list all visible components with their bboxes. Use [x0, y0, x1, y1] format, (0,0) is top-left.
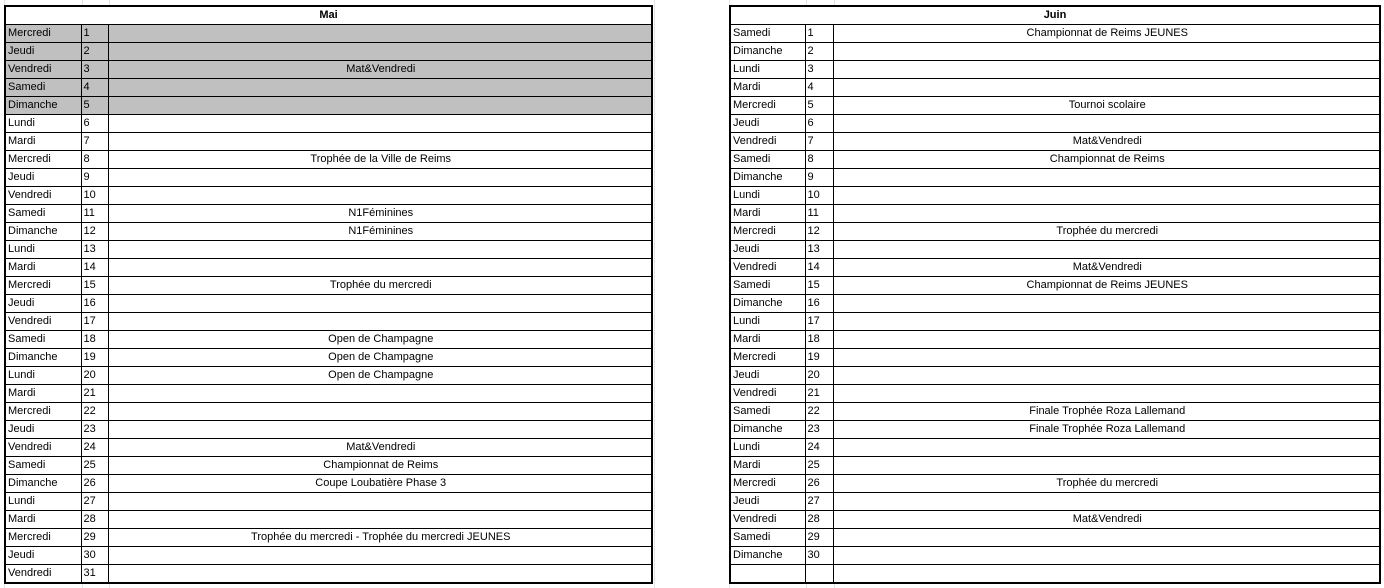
- calendar-row: [730, 367, 1380, 385]
- event-cell[interactable]: Open de Champagne: [108, 367, 652, 385]
- day-cell[interactable]: Mardi: [5, 259, 81, 277]
- calendar-row: [5, 241, 652, 259]
- event-cell[interactable]: Open de Champagne: [108, 331, 652, 349]
- day-cell[interactable]: Jeudi: [730, 493, 805, 511]
- day-cell[interactable]: Dimanche: [5, 349, 81, 367]
- event-cell[interactable]: [833, 187, 1380, 205]
- day-cell[interactable]: Mardi: [730, 79, 805, 97]
- date-number-cell[interactable]: 26: [81, 475, 108, 493]
- calendar-row: [730, 205, 1380, 223]
- date-number-cell[interactable]: 18: [805, 331, 833, 349]
- day-cell[interactable]: Dimanche: [5, 223, 81, 241]
- calendar-row: [5, 457, 652, 475]
- day-cell[interactable]: Mardi: [730, 205, 805, 223]
- date-number-cell[interactable]: 4: [81, 79, 108, 97]
- date-number-cell[interactable]: 5: [805, 97, 833, 115]
- event-cell[interactable]: Trophée du mercredi: [833, 223, 1380, 241]
- calendar-row: [5, 331, 652, 349]
- date-number-cell[interactable]: 14: [81, 259, 108, 277]
- date-number-cell[interactable]: 26: [805, 475, 833, 493]
- date-number-cell[interactable]: 10: [81, 187, 108, 205]
- date-number-cell[interactable]: 5: [81, 97, 108, 115]
- day-cell[interactable]: Jeudi: [730, 115, 805, 133]
- day-cell[interactable]: Mardi: [5, 133, 81, 151]
- day-cell[interactable]: Mercredi: [5, 277, 81, 295]
- date-number-cell[interactable]: 27: [805, 493, 833, 511]
- calendar-row: [5, 187, 652, 205]
- date-number-cell[interactable]: 13: [805, 241, 833, 259]
- event-cell[interactable]: [108, 25, 652, 43]
- day-cell[interactable]: Jeudi: [5, 169, 81, 187]
- calendar-row: [5, 511, 652, 529]
- day-cell[interactable]: Vendredi: [730, 259, 805, 277]
- calendar-row: [5, 493, 652, 511]
- date-number-cell[interactable]: 16: [81, 295, 108, 313]
- calendar-row: [730, 421, 1380, 439]
- date-number-cell[interactable]: 2: [805, 43, 833, 61]
- calendar-row: [5, 151, 652, 169]
- day-cell[interactable]: Vendredi: [5, 313, 81, 331]
- date-number-cell[interactable]: 17: [81, 313, 108, 331]
- event-cell[interactable]: Finale Trophée Roza Lallemand: [833, 421, 1380, 439]
- day-cell[interactable]: Mercredi: [5, 403, 81, 421]
- event-cell[interactable]: [833, 367, 1380, 385]
- calendar-row: [5, 421, 652, 439]
- calendar-row: [5, 475, 652, 493]
- calendar-row: [5, 529, 652, 547]
- day-cell[interactable]: Mercredi: [730, 349, 805, 367]
- date-number-cell[interactable]: 12: [81, 223, 108, 241]
- event-cell[interactable]: [108, 511, 652, 529]
- event-cell[interactable]: [833, 565, 1380, 584]
- calendar-row: [730, 295, 1380, 313]
- event-cell[interactable]: Trophée du mercredi: [833, 475, 1380, 493]
- date-number-cell[interactable]: 1: [805, 25, 833, 43]
- calendar-row: [5, 547, 652, 565]
- event-cell[interactable]: [833, 79, 1380, 97]
- calendar-row: [730, 403, 1380, 421]
- calendar-row: [730, 169, 1380, 187]
- date-number-cell[interactable]: 27: [81, 493, 108, 511]
- calendar-row: [5, 43, 652, 61]
- event-cell[interactable]: Trophée de la Ville de Reims: [108, 151, 652, 169]
- event-cell[interactable]: N1Féminines: [108, 223, 652, 241]
- event-cell[interactable]: Championnat de Reims JEUNES: [833, 277, 1380, 295]
- event-cell[interactable]: [833, 349, 1380, 367]
- calendar-row: [730, 97, 1380, 115]
- event-cell[interactable]: [833, 205, 1380, 223]
- day-cell[interactable]: Dimanche: [730, 43, 805, 61]
- date-number-cell[interactable]: 25: [805, 457, 833, 475]
- event-cell[interactable]: [108, 133, 652, 151]
- event-cell[interactable]: [108, 79, 652, 97]
- day-cell[interactable]: Samedi: [730, 277, 805, 295]
- calendar-row: [5, 385, 652, 403]
- calendar-row: [5, 367, 652, 385]
- calendar-row: [5, 439, 652, 457]
- event-cell[interactable]: Trophée du mercredi - Trophée du mercredi JEUNES: [108, 529, 652, 547]
- event-cell[interactable]: [108, 403, 652, 421]
- day-cell[interactable]: Dimanche: [730, 547, 805, 565]
- date-number-cell[interactable]: 23: [805, 421, 833, 439]
- day-cell[interactable]: Lundi: [5, 241, 81, 259]
- date-number-cell[interactable]: 7: [805, 133, 833, 151]
- calendar-row: [730, 241, 1380, 259]
- event-cell[interactable]: Championnat de Reims: [833, 151, 1380, 169]
- date-number-cell[interactable]: 13: [81, 241, 108, 259]
- day-cell[interactable]: Mardi: [730, 457, 805, 475]
- date-number-cell[interactable]: 2: [81, 43, 108, 61]
- day-cell[interactable]: Lundi: [5, 493, 81, 511]
- calendar-row: [730, 187, 1380, 205]
- date-number-cell[interactable]: 9: [81, 169, 108, 187]
- day-cell[interactable]: Samedi: [5, 79, 81, 97]
- date-number-cell[interactable]: 22: [805, 403, 833, 421]
- day-cell[interactable]: Vendredi: [730, 385, 805, 403]
- day-cell[interactable]: [730, 565, 805, 584]
- calendar-row: [730, 79, 1380, 97]
- event-cell[interactable]: [108, 313, 652, 331]
- date-number-cell[interactable]: 3: [805, 61, 833, 79]
- day-cell[interactable]: Vendredi: [730, 133, 805, 151]
- event-cell[interactable]: [108, 385, 652, 403]
- calendar-row: [730, 565, 1380, 584]
- event-cell[interactable]: [108, 115, 652, 133]
- event-cell[interactable]: Mat&Vendredi: [833, 259, 1380, 277]
- day-cell[interactable]: Lundi: [730, 313, 805, 331]
- june-calendar-table: [729, 5, 1381, 584]
- calendar-row: [730, 133, 1380, 151]
- date-number-cell[interactable]: 20: [81, 367, 108, 385]
- event-cell[interactable]: [833, 61, 1380, 79]
- event-cell[interactable]: Open de Champagne: [108, 349, 652, 367]
- calendar-row: [5, 295, 652, 313]
- calendar-row: [730, 259, 1380, 277]
- event-cell[interactable]: [108, 241, 652, 259]
- day-cell[interactable]: Dimanche: [5, 97, 81, 115]
- date-number-cell[interactable]: 1: [81, 25, 108, 43]
- day-cell[interactable]: Samedi: [5, 457, 81, 475]
- calendar-row: [5, 349, 652, 367]
- day-cell[interactable]: Dimanche: [5, 475, 81, 493]
- event-cell[interactable]: Mat&Vendredi: [108, 439, 652, 457]
- day-cell[interactable]: Mercredi: [5, 25, 81, 43]
- event-cell[interactable]: [108, 493, 652, 511]
- event-cell[interactable]: [833, 169, 1380, 187]
- event-cell[interactable]: [108, 259, 652, 277]
- date-number-cell[interactable]: 22: [81, 403, 108, 421]
- calendar-row: [5, 61, 652, 79]
- calendar-row: [5, 403, 652, 421]
- day-cell[interactable]: Mardi: [5, 511, 81, 529]
- calendar-row: [5, 97, 652, 115]
- event-cell[interactable]: [108, 295, 652, 313]
- date-number-cell[interactable]: 18: [81, 331, 108, 349]
- event-cell[interactable]: Mat&Vendredi: [108, 61, 652, 79]
- calendar-row: [5, 205, 652, 223]
- date-number-cell[interactable]: 31: [81, 565, 108, 584]
- calendar-row: [730, 223, 1380, 241]
- day-cell[interactable]: Samedi: [5, 205, 81, 223]
- calendar-row: [730, 529, 1380, 547]
- event-cell[interactable]: [833, 457, 1380, 475]
- event-cell[interactable]: Mat&Vendredi: [833, 133, 1380, 151]
- event-cell[interactable]: [833, 385, 1380, 403]
- date-number-cell[interactable]: 11: [81, 205, 108, 223]
- event-cell[interactable]: [833, 115, 1380, 133]
- date-number-cell[interactable]: 29: [81, 529, 108, 547]
- event-cell[interactable]: [108, 547, 652, 565]
- calendar-row: [730, 475, 1380, 493]
- date-number-cell[interactable]: 24: [81, 439, 108, 457]
- day-cell[interactable]: Lundi: [730, 61, 805, 79]
- date-number-cell[interactable]: 8: [805, 151, 833, 169]
- calendar-row: [730, 43, 1380, 61]
- date-number-cell[interactable]: 30: [81, 547, 108, 565]
- day-cell[interactable]: Mardi: [5, 385, 81, 403]
- event-cell[interactable]: [108, 169, 652, 187]
- day-cell[interactable]: Vendredi: [5, 439, 81, 457]
- day-cell[interactable]: Mercredi: [5, 151, 81, 169]
- date-number-cell[interactable]: 12: [805, 223, 833, 241]
- day-cell[interactable]: Samedi: [730, 403, 805, 421]
- event-cell[interactable]: [108, 97, 652, 115]
- event-cell[interactable]: [833, 493, 1380, 511]
- day-cell[interactable]: Mercredi: [730, 223, 805, 241]
- calendar-row: [5, 25, 652, 43]
- event-cell[interactable]: [108, 565, 652, 584]
- event-cell[interactable]: Finale Trophée Roza Lallemand: [833, 403, 1380, 421]
- calendar-row: [5, 259, 652, 277]
- event-cell[interactable]: [833, 313, 1380, 331]
- day-cell[interactable]: Jeudi: [5, 43, 81, 61]
- day-cell[interactable]: Lundi: [730, 439, 805, 457]
- day-cell[interactable]: Lundi: [5, 367, 81, 385]
- calendar-row: [730, 331, 1380, 349]
- date-number-cell[interactable]: 7: [81, 133, 108, 151]
- day-cell[interactable]: Dimanche: [730, 421, 805, 439]
- calendar-row: [5, 79, 652, 97]
- day-cell[interactable]: Vendredi: [730, 511, 805, 529]
- date-number-cell[interactable]: 28: [81, 511, 108, 529]
- may-month-header[interactable]: Mai: [5, 6, 652, 25]
- date-number-cell[interactable]: 4: [805, 79, 833, 97]
- day-cell[interactable]: Lundi: [730, 187, 805, 205]
- calendar-row: [5, 313, 652, 331]
- date-number-cell[interactable]: 6: [81, 115, 108, 133]
- day-cell[interactable]: Jeudi: [5, 547, 81, 565]
- day-cell[interactable]: Jeudi: [5, 295, 81, 313]
- calendar-row: [5, 115, 652, 133]
- event-cell[interactable]: [833, 331, 1380, 349]
- day-cell[interactable]: Jeudi: [730, 367, 805, 385]
- event-cell[interactable]: [833, 439, 1380, 457]
- calendar-row: [730, 61, 1380, 79]
- calendar-row: [730, 313, 1380, 331]
- day-cell[interactable]: Vendredi: [5, 61, 81, 79]
- event-cell[interactable]: [833, 529, 1380, 547]
- event-cell[interactable]: Championnat de Reims JEUNES: [833, 25, 1380, 43]
- day-cell[interactable]: Samedi: [730, 529, 805, 547]
- event-cell[interactable]: [833, 547, 1380, 565]
- date-number-cell[interactable]: 21: [81, 385, 108, 403]
- calendar-row: [730, 25, 1380, 43]
- calendar-row: [730, 457, 1380, 475]
- date-number-cell[interactable]: 21: [805, 385, 833, 403]
- day-cell[interactable]: Vendredi: [5, 187, 81, 205]
- date-number-cell[interactable]: 17: [805, 313, 833, 331]
- date-number-cell[interactable]: 10: [805, 187, 833, 205]
- may-calendar-table: [4, 5, 653, 584]
- event-cell[interactable]: [108, 187, 652, 205]
- date-number-cell[interactable]: 14: [805, 259, 833, 277]
- date-number-cell[interactable]: 9: [805, 169, 833, 187]
- event-cell[interactable]: [108, 43, 652, 61]
- sheet-gridline: [654, 0, 655, 588]
- day-cell[interactable]: Mercredi: [730, 475, 805, 493]
- day-cell[interactable]: Dimanche: [730, 169, 805, 187]
- event-cell[interactable]: [833, 295, 1380, 313]
- calendar-row: [5, 133, 652, 151]
- event-cell[interactable]: N1Féminines: [108, 205, 652, 223]
- calendar-row: [730, 385, 1380, 403]
- event-cell[interactable]: Coupe Loubatière Phase 3: [108, 475, 652, 493]
- date-number-cell[interactable]: 11: [805, 205, 833, 223]
- calendar-row: [730, 277, 1380, 295]
- event-cell[interactable]: Tournoi scolaire: [833, 97, 1380, 115]
- calendar-row: [730, 115, 1380, 133]
- event-cell[interactable]: Championnat de Reims: [108, 457, 652, 475]
- june-month-header[interactable]: Juin: [730, 6, 1380, 25]
- date-number-cell[interactable]: 19: [81, 349, 108, 367]
- date-number-cell[interactable]: 30: [805, 547, 833, 565]
- event-cell[interactable]: Mat&Vendredi: [833, 511, 1380, 529]
- day-cell[interactable]: Vendredi: [5, 565, 81, 584]
- calendar-row: [730, 439, 1380, 457]
- day-cell[interactable]: Samedi: [5, 331, 81, 349]
- calendar-row: [730, 151, 1380, 169]
- date-number-cell[interactable]: 15: [81, 277, 108, 295]
- date-number-cell[interactable]: 15: [805, 277, 833, 295]
- calendar-row: [5, 169, 652, 187]
- event-cell[interactable]: Trophée du mercredi: [108, 277, 652, 295]
- date-number-cell[interactable]: 16: [805, 295, 833, 313]
- date-number-cell[interactable]: 20: [805, 367, 833, 385]
- calendar-row: [730, 547, 1380, 565]
- date-number-cell[interactable]: 19: [805, 349, 833, 367]
- day-cell[interactable]: Lundi: [5, 115, 81, 133]
- day-cell[interactable]: Samedi: [730, 151, 805, 169]
- event-cell[interactable]: [833, 43, 1380, 61]
- day-cell[interactable]: Jeudi: [5, 421, 81, 439]
- calendar-row: [730, 511, 1380, 529]
- date-number-cell[interactable]: 29: [805, 529, 833, 547]
- date-number-cell[interactable]: 8: [81, 151, 108, 169]
- date-number-cell[interactable]: 24: [805, 439, 833, 457]
- day-cell[interactable]: Mardi: [730, 331, 805, 349]
- calendar-row: [5, 223, 652, 241]
- calendar-row: [5, 277, 652, 295]
- date-number-cell[interactable]: 3: [81, 61, 108, 79]
- day-cell[interactable]: Mercredi: [5, 529, 81, 547]
- date-number-cell[interactable]: 6: [805, 115, 833, 133]
- day-cell[interactable]: Dimanche: [730, 295, 805, 313]
- day-cell[interactable]: Samedi: [730, 25, 805, 43]
- calendar-row: [5, 565, 652, 584]
- date-number-cell[interactable]: 25: [81, 457, 108, 475]
- date-number-cell[interactable]: 23: [81, 421, 108, 439]
- date-number-cell[interactable]: [805, 565, 833, 584]
- event-cell[interactable]: [833, 241, 1380, 259]
- date-number-cell[interactable]: 28: [805, 511, 833, 529]
- day-cell[interactable]: Mercredi: [730, 97, 805, 115]
- calendar-row: [730, 493, 1380, 511]
- day-cell[interactable]: Jeudi: [730, 241, 805, 259]
- event-cell[interactable]: [108, 421, 652, 439]
- calendar-row: [730, 349, 1380, 367]
